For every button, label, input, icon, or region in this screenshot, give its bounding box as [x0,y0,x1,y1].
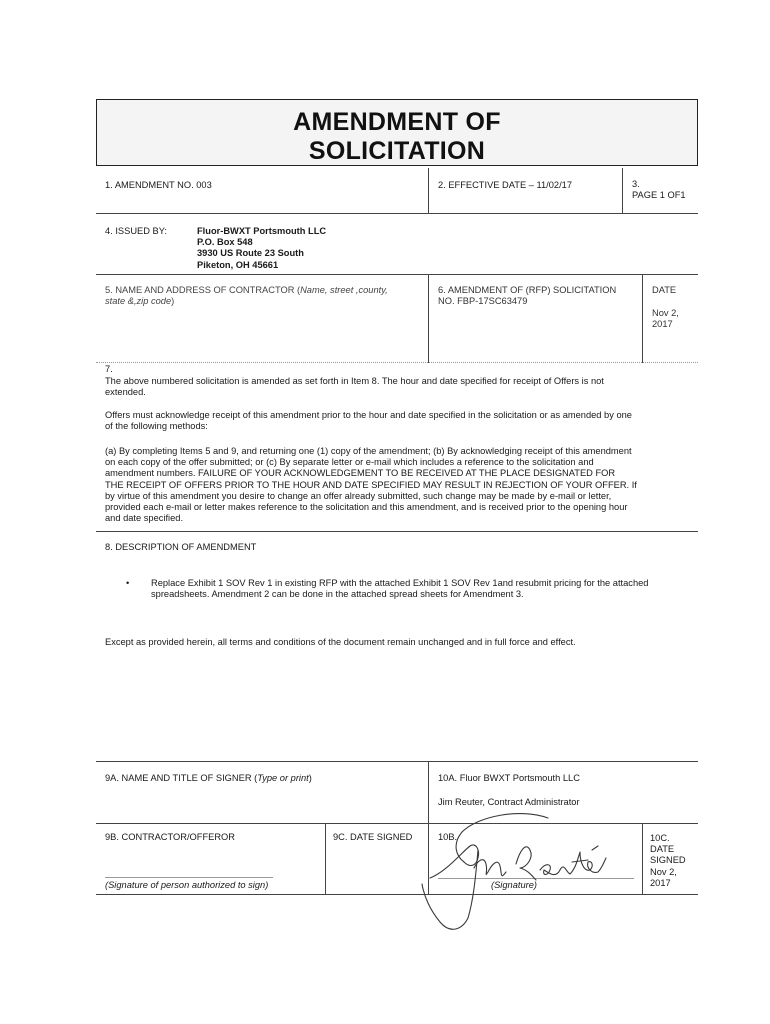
contractor-offeror-label: 9B. CONTRACTOR/OFFEROR [105,832,235,842]
signer-label-start: 9A. NAME AND TITLE OF SIGNER ( [105,773,258,783]
rfp-solicitation-number: NO. FBP-17SC63479 [438,296,528,307]
issued-by-label: 4. ISSUED BY: [105,226,168,236]
issuer-signature-caption: (Signature) [491,880,537,890]
block7-p1-line-2: extended. [105,387,146,398]
issuer-signature-label: 10B. [438,832,458,842]
issuer-date-line-3: SIGNED [650,855,686,866]
rfp-solicitation-label: 6. AMENDMENT OF (RFP) SOLICITATION [438,285,617,295]
block7-p1-line-1: The above numbered solicitation is amended as set forth in Item 8. The hour and date specified for receipt of Offers is not [105,376,604,386]
block7-p3-line-1: (a) By completing Items 5 and 9, and returning one (1) copy of the amendment; (b) By acknowledging receipt of this amendment [105,446,632,456]
description-bullet-line-2: spreadsheets. Amendment 2 can be done in the attached spread sheets for Amendment 3. [151,589,524,600]
block7-number: 7. [105,364,113,374]
issuer-city: Piketon, OH 45661 [197,259,279,270]
page-block-number: 3. [632,179,640,189]
contractor-label-italic-2: state &,zip code [105,296,172,307]
block7-p2-line-2: of the following methods: [105,421,208,432]
effective-date-label: 2. EFFECTIVE DATE – 11/02/17 [438,180,572,190]
block7-p3-line-7: and date specified. [105,513,184,524]
issuer-signer-name: 10A. Fluor BWXT Portsmouth LLC [438,773,580,783]
issuer-date-line-2: DATE [650,844,675,855]
title-line-1: AMENDMENT OF [293,108,501,136]
issuer-date-line-1: 10C. [650,833,670,843]
signer-label-italic: Type or print [257,773,309,783]
description-bullet: • [126,578,130,588]
block7-p3-line-5: by virtue of this amendment you desire to change an offer already submitted, such change may be made by e-mail or letter, [105,490,612,501]
signer-label-end: ) [308,773,312,783]
issuer-signer-title: Jim Reuter, Contract Administrator [438,797,580,807]
issuer-po-box: P.O. Box 548 [197,237,253,248]
block7-p3-line-3: amendment numbers. FAILURE OF YOUR ACKNOWLEDGEMENT TO BE RECEIVED AT THE PLACE DESIGNATED FOR [105,468,616,479]
title-line-2: SOLICITATION [308,137,486,165]
description-bullet-line-1: Replace Exhibit 1 SOV Rev 1 in existing RFP with the attached Exhibit 1 SOV Rev 1and resubmit pricing for the attached [151,578,649,588]
issuer-street: 3930 US Route 23 South [197,248,304,259]
contractor-label-end: ) [171,296,175,307]
date-signed-label: 9C. DATE SIGNED [333,832,413,842]
date-value-line-1: Nov 2, [652,308,679,318]
block7-p2-line-1: Offers must acknowledge receipt of this amendment prior to the hour and date specified in the solicitation or as amended by one [105,410,632,420]
block7-p3-line-4: THE RECEIPT OF OFFERS PRIOR TO THE HOUR AND DATE SPECIFIED MAY RESULT IN REJECTION OF YOUR OFFER. If [105,479,637,490]
block7-p3-line-2: on each copy of the offer submitted; or (c) By separate letter or e-mail which includes a reference to the solicitation and [105,457,594,468]
block7-p3-line-6: provided each e-mail or letter makes reference to the solicitation and this amendment, and is received prior to the opening hour [105,502,628,513]
date-label: DATE [652,285,677,295]
terms-statement: Except as provided herein, all terms and conditions of the document remain unchanged and in full force and effect. [105,637,576,647]
issuer-name: Fluor-BWXT Portsmouth LLC [197,226,327,236]
description-label: 8. DESCRIPTION OF AMENDMENT [105,542,257,552]
page-count: PAGE 1 OF1 [632,190,686,201]
amendment-no-label: 1. AMENDMENT NO. 003 [105,180,212,190]
issuer-date-line-4: Nov 2, [650,866,677,877]
issuer-date-line-5: 2017 [650,877,671,888]
contractor-label-italic-1: Name, street ,county, [300,285,388,295]
date-value-line-2: 2017 [652,319,673,330]
contractor-label-start: 5. NAME AND ADDRESS OF CONTRACTOR ( [105,285,301,295]
contractor-signature-caption: (Signature of person authorized to sign) [105,880,269,890]
